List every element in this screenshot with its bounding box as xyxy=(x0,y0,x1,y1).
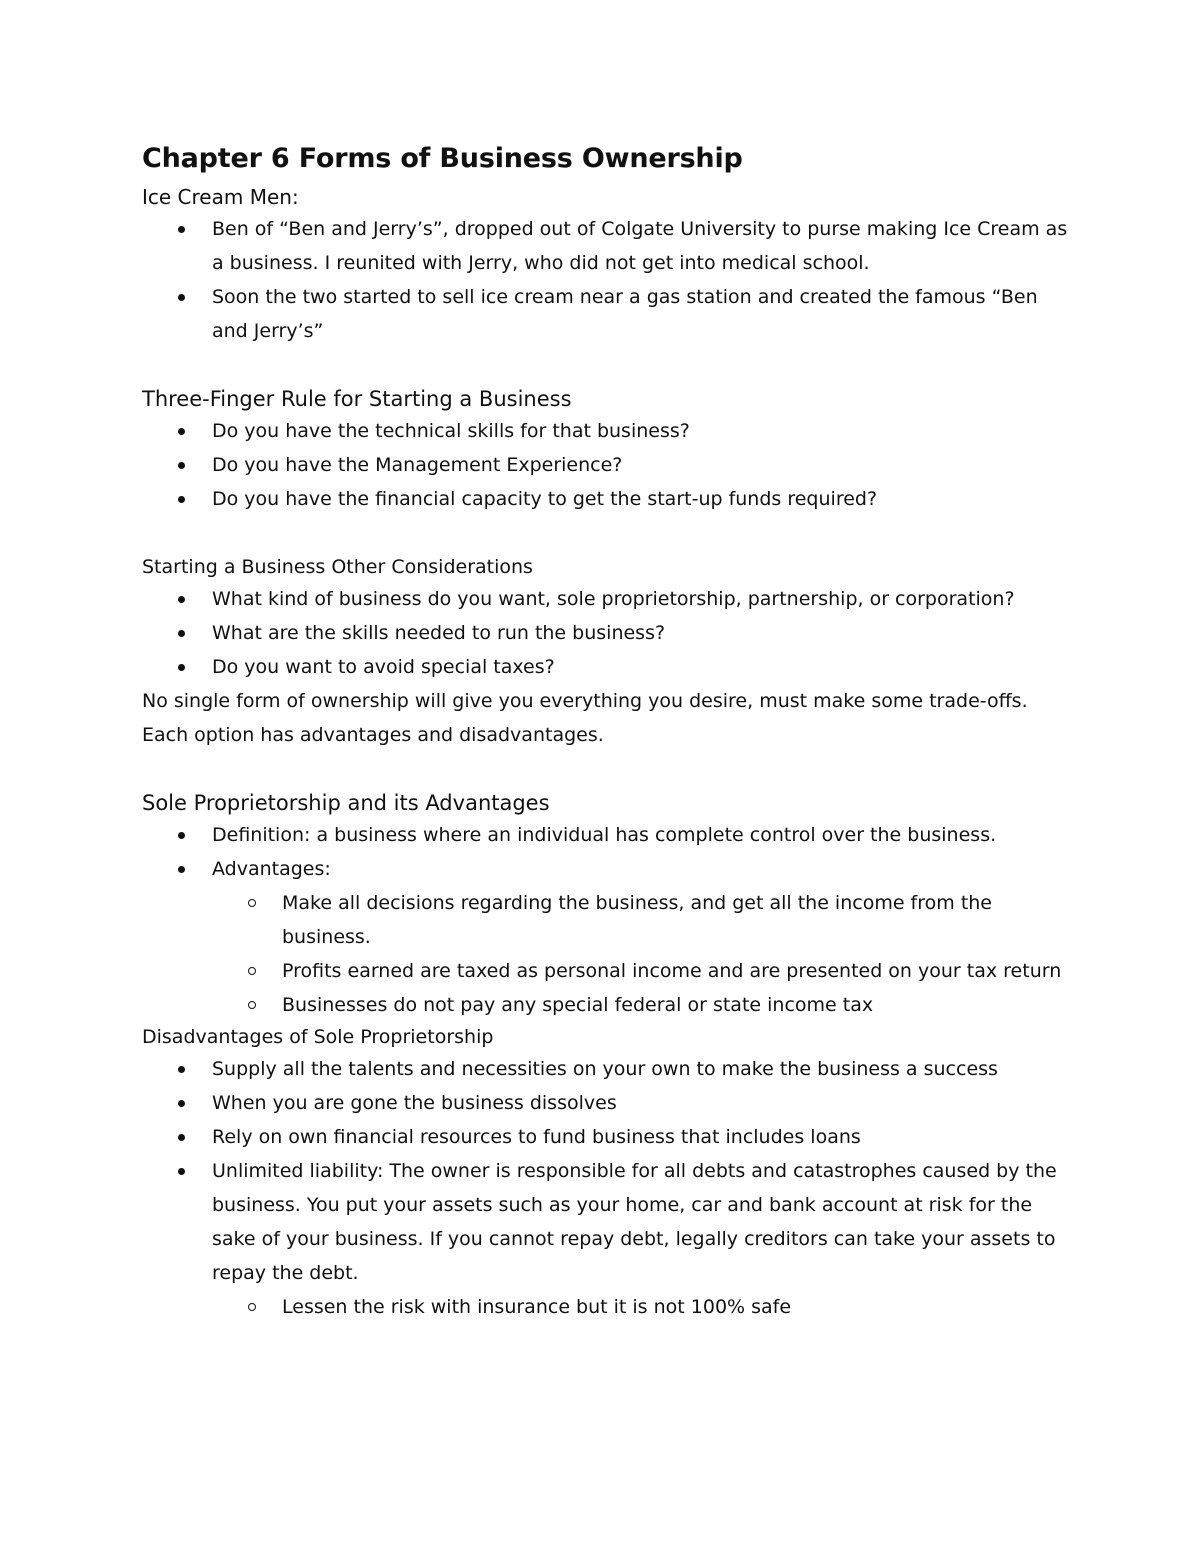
list-item: Do you have the technical skills for that business? xyxy=(142,414,1072,448)
list-item: Ben of “Ben and Jerry’s”, dropped out of Colgate University to purse making Ice Cream as a business. I reunited with Jerry, who did not get into medical school. xyxy=(142,212,1072,280)
section-ice-cream-men xyxy=(142,182,1072,348)
list-item: What are the skills needed to run the business? xyxy=(142,616,1072,650)
list-item: Do you have the Management Experience? xyxy=(142,448,1072,482)
section-other-considerations xyxy=(142,552,1072,752)
bullet-list xyxy=(142,212,1072,348)
list-item: Unlimited liability: The owner is responsible for all debts and catastrophes caused by the business. You put your assets such as your home, car and bank account at risk for the sake of your business. If you cannot repay debt, legally creditors can take your assets to repay the debt. xyxy=(142,1154,1072,1290)
list-item: Supply all the talents and necessities on your own to make the business a success xyxy=(142,1052,1072,1086)
bullet-list xyxy=(142,582,1072,684)
spacer xyxy=(142,348,1072,384)
sub-list-item: Make all decisions regarding the business, and get all the income from the business. xyxy=(142,886,1072,954)
bullet-list xyxy=(142,818,1072,886)
sub-list-item: Lessen the risk with insurance but it is not 100% safe xyxy=(142,1290,1072,1324)
sub-list-item: Profits earned are taxed as personal income and are presented on your tax return xyxy=(142,954,1072,988)
section-heading: Starting a Business Other Considerations xyxy=(142,556,533,578)
section-heading: Disadvantages of Sole Proprietorship xyxy=(142,1026,494,1048)
section-heading: Three-Finger Rule for Starting a Business xyxy=(142,387,572,411)
section-sole-proprietorship-advantages xyxy=(142,788,1072,1022)
section-heading: Ice Cream Men: xyxy=(142,185,299,209)
section-three-finger-rule xyxy=(142,384,1072,516)
section-sole-proprietorship-disadvantages xyxy=(142,1022,1072,1324)
bullet-list xyxy=(142,414,1072,516)
document-page xyxy=(142,140,1072,1324)
sub-list-item: Businesses do not pay any special federal or state income tax xyxy=(142,988,1072,1022)
list-item-definition: Definition: a business where an individual has complete control over the business. xyxy=(142,818,1072,852)
tradeoffs-note: No single form of ownership will give you everything you desire, must make some trade-offs. Each option has advantages and disadvantages. xyxy=(142,690,1028,746)
list-item: What kind of business do you want, sole proprietorship, partnership, or corporation? xyxy=(142,582,1072,616)
list-item: Do you have the financial capacity to get the start-up funds required? xyxy=(142,482,1072,516)
spacer xyxy=(142,516,1072,552)
advantages-label: Advantages: xyxy=(212,858,331,880)
list-item: When you are gone the business dissolves xyxy=(142,1086,1072,1120)
sub-bullet-list xyxy=(142,1290,1072,1324)
list-item: Do you want to avoid special taxes? xyxy=(142,650,1072,684)
list-item: Soon the two started to sell ice cream near a gas station and created the famous “Ben and Jerry’s” xyxy=(142,280,1072,348)
sub-bullet-list xyxy=(142,886,1072,1022)
list-item: Rely on own financial resources to fund business that includes loans xyxy=(142,1120,1072,1154)
list-item-advantages xyxy=(142,852,1072,886)
bullet-list xyxy=(142,1052,1072,1290)
section-heading: Sole Proprietorship and its Advantages xyxy=(142,791,550,815)
document-title: Chapter 6 Forms of Business Ownership xyxy=(142,143,743,174)
spacer xyxy=(142,752,1072,788)
